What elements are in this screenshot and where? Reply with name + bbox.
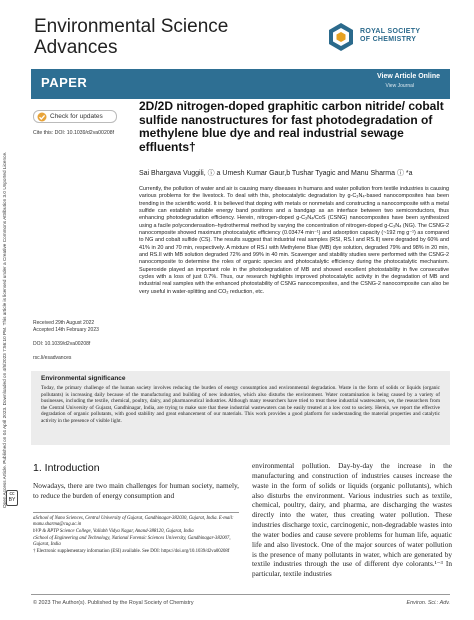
publisher-name: ROYAL SOCIETY OF CHEMISTRY <box>360 28 421 43</box>
footer-divider <box>31 594 450 595</box>
received-date: Received 29th August 2022 <box>33 320 95 326</box>
check-updates-icon <box>37 112 47 122</box>
accepted-date: Accepted 14th February 2023 <box>33 327 99 333</box>
significance-title: Environmental significance <box>41 375 126 382</box>
journal-title <box>34 16 284 58</box>
article-type-label: PAPER <box>41 75 88 90</box>
footnote-esi[interactable]: † Electronic supplementary information (ESI) available. See DOI: https://doi.org/10.1039/d2va00208f <box>33 549 230 555</box>
view-article-online-link[interactable]: View Article Online <box>376 73 440 80</box>
rsc-logo <box>326 22 452 56</box>
footnotes <box>33 516 239 557</box>
intro-paragraph: Nowadays, there are two main challenges for human society, namely, to reduce the burden of energy consumption and <box>33 481 239 500</box>
significance-body: Today, the primary challenge of the human society involves reducing the burden of energy consumption and environmental degradation. Waste in the form of solids or liquids (organic pollutants) is increasing daily because of the manufacturing and building of new industries, which also disturbs the environment. Water contamination is being caused by a variety of businesses, including the textile, chemical, poultry, dairy, and pharmaceutical industries. Although many researchers have tried to treat these industrial wastewaters, we, the researchers from the Central University of Gujarat, Gandhinagar, India, are trying to make sure that these industrial wastewaters can be easily treated at a low cost to society. Herein, we report the effective degradation of organic pollutants, with good stability and great enhancement of our materials. This work provides a good platform for understanding the material properties and catalytic activity in the presence of visible light. <box>41 385 440 424</box>
footnote-divider <box>33 512 239 513</box>
journal-link[interactable]: rsc.li/esadvances <box>33 355 72 361</box>
author-list: Sai Bhargava Vuggili, ⓘ a Umesh Kumar Gaur,b Tushar Tyagic and Manu Sharma ⓘ *a <box>139 170 413 177</box>
paper-banner <box>31 69 450 99</box>
journal-abbreviation: Environ. Sci.: Adv. <box>406 600 450 606</box>
footnote-affiliation-c: cSchool of Engineering and Technology, National Forensic Sciences University, Gandhinagar-382007, Gujarat, India <box>33 536 231 548</box>
footnote-affiliation-a: aSchool of Nano Sciences, Central University of Gujarat, Gandhinagar-382030, Gujarat, India. E-mail: manu.sharma@cug.ac.in <box>33 516 234 528</box>
article-title: 2D/2D nitrogen-doped graphitic carbon nitride/ cobalt sulfide nanostructures for fast photodegradation of methylene blue dye and real industrial sewage effluents† <box>139 99 444 154</box>
rsc-emblem-icon <box>326 22 356 56</box>
cc-license-icon[interactable]: cc BY <box>6 490 18 506</box>
open-access-sidebar <box>2 118 24 508</box>
copyright-notice: © 2023 The Author(s). Published by the Royal Society of Chemistry <box>33 600 194 606</box>
view-journal-link[interactable]: View Journal <box>385 83 414 89</box>
abstract: Currently, the pollution of water and air is causing many diseases in humans and water pollution from textile industries is causing various problems for the livestock. To deal with this, photocatalytic degradation by g-C₃N₄-based nanocomposites has been trending in the scientific world. It is believed that doping with metals or nonmetals and constructing a nanocomposite with a metal sulfide can establish suitable energy band positions and a bandgap as an interface between two semiconductors, thus enhancing photodegradation efficiency. Herein, nitrogen-doped g-C₃N₄/CoS (CSNG) nanocomposites have been synthesized using a facile polycondensation–hydrothermal method by varying the concentration of nitrogen-doped g-C₃N₄ (NG). The CSNG-2 nanocomposite showed maximum photocatalytic efficiency (0.03474 min⁻¹) and adsorption capacity (~192 mg g⁻¹) as compared to NG and cobalt sulfide (CS). The results suggest that industrial real samples (RSI, RS.I and RS.II) were degraded by 60% and 41% in 20 and 70 min, respectively. A mixture of RS.I with Methylene Blue (MB) dye solution, degraded 79% and 98% in 20 min, and RS.II with MB solution degraded 72% and 99% in 40 min. Scavenger and stability studies were performed with the CSNG-2 nanocomposite to determine the roles of organic species and photocatalytic efficiency during the photocatalytic mechanism. Superoxide played an important role in the photodegradation of MB and showed excellent photostability in five consecutive cycles with a loss of just 0.7%. Thus, our research highlights improved photocatalytic activity in the degradation of MB and industrial real samples with the enhanced photostability of CSNG nanocomposites, and the CSNG-2 nanocomposite can also be very useful in water-splitting and CO₂ reduction, etc. <box>139 186 449 295</box>
article-dates <box>33 320 99 334</box>
environmental-significance-box <box>31 371 450 445</box>
section-heading-introduction: 1. Introduction <box>33 462 100 474</box>
doi-link[interactable]: DOI: 10.1039/d2va00208f <box>33 341 91 347</box>
footnote-affiliation-b: bVP & RPTP Science College, Vallabh Vidya Nagar, Anand-388120, Gujarat, India <box>33 529 194 535</box>
journal-title-line2: Advances <box>34 37 118 58</box>
open-access-notice: Open Access Article. Published on 04 April 2023. Downloaded on 4/5/2023 7:56:10 PM. This article is licensed under a Creative Commons Attribution 3.0 Unported Licence. <box>2 151 7 508</box>
body-text-right-column: environmental pollution. Day-by-day the increase in the manufacturing and construction of industries causes increase the waste in the form of solids or liquids (organic pollutants), which also disturbs the environment. Various industries such as textile, chemical, poultry, dairy, and pharma, are discharging the wastes directly into the water, thus creating water pollution. These industries discharge toxic, carcinogenic, non-degradable wastes into the water bodies and cause severe problems for human life, aquatic life and also livestock. One of the major sources of water pollution is the presence of many pollutants in water, which are generated by textile industries through the use of different dye colorants.¹⁻³ In particular, textile industries <box>252 461 452 579</box>
journal-title-line1: Environmental Science <box>34 16 229 37</box>
check-updates-label: Check for updates <box>50 113 103 120</box>
check-for-updates-button[interactable] <box>33 110 117 123</box>
cite-this: Cite this: DOI: 10.1039/d2va00208f <box>33 130 115 136</box>
